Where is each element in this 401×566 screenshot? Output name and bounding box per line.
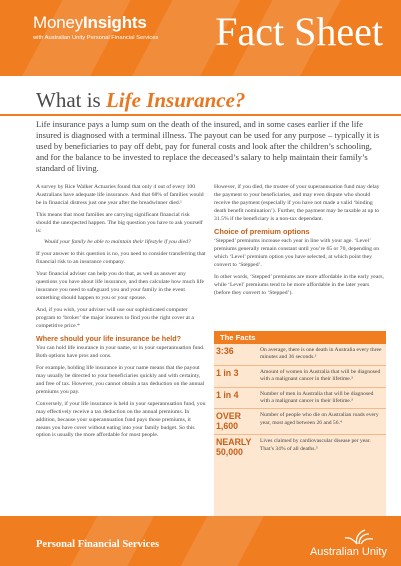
right-column	[214, 184, 386, 302]
fact-row	[214, 409, 386, 435]
paragraph: However, if you died, the trustee of your superannuation fund may delay the payment to your beneficiaries, and may even dispute who should receive the payment (especially if you have not made a valid ‘binding death benefit nomination’). Further, the payment may be taxable at up to 31.5% if the beneficiary is a non-tax dependant.	[214, 184, 380, 222]
paragraph: And, if you wish, your adviser will use our sophisticated computer program to ‘broker’ the major insurers to find you the right cover at a competitive price.*	[36, 306, 194, 329]
title-highlight: Life Insurance?	[105, 88, 246, 112]
fact-text: Number of people who die on Australian roads every year, most aged between 26 and 56.⁴	[260, 412, 379, 426]
header-banner	[0, 0, 401, 76]
left-column	[36, 184, 206, 444]
fact-text: On average, there is one death in Australia every three minutes and 36 seconds.²	[260, 347, 382, 361]
fact-number: 3:36	[216, 346, 234, 356]
facts-title: The Facts	[214, 331, 386, 344]
fact-text: Amount of women in Australia that will be diagnosed with a malignant cancer in their lifetime.³	[260, 368, 381, 383]
pull-quote: Would your family be able to maintain their lifestyle if you died?	[44, 239, 191, 246]
fact-row	[214, 435, 386, 460]
paragraph: For example, holding life insurance in your name means that the payout may usually be directed to your beneficiaries quickly and with certainty, and free of tax. However, you cannot obtain a tax deduction on the annual premiums you pay.	[36, 365, 205, 395]
brand-accent: Insights	[83, 13, 147, 32]
paragraph: If your answer to this question is no, you need to consider transferring that financial risk to an insurance company.	[36, 251, 206, 266]
section-heading: Where should your life insurance be held?	[36, 333, 181, 343]
facts-box	[214, 331, 386, 527]
brand-tagline: with Australian Unity Personal Financial Services	[33, 35, 159, 41]
intro-paragraph: Life insurance pays a lump sum on the death of the insured, and in some cases earlier if the life insured is diagnosed with a terminal illness. The payout can be used for any purpose – typically it is used by beneficiaries to pay off debt, pay for funeral costs and look after the children’s schooling, and for the balance to be invested to replace the deceased’s salary to help maintain their family’s standard of living.	[36, 119, 380, 173]
paragraph: In other words, ‘Stepped’ premiums are more affordable in the early years, while ‘Level’ premiums tend to be more affordable in the later years (before they convert to ‘Stepped’).	[214, 274, 384, 296]
banner-stripe	[165, 516, 284, 566]
doc-type-title: Fact Sheet	[215, 9, 383, 54]
fact-number: 1 in 4	[216, 389, 239, 400]
fact-row	[214, 388, 386, 410]
section-heading: Choice of premium options	[214, 226, 310, 236]
fact-number: NEARLY 50,000	[216, 437, 252, 457]
fact-number: 1 in 3	[216, 367, 239, 378]
title-prefix: What is	[36, 88, 106, 112]
fact-text: Lives claimed by cardiovascular disease per year. That’s 34% of all deaths.⁵	[260, 438, 371, 452]
paragraph: You can hold life insurance in your name, or in your superannuation fund. Both options have pros and cons.	[36, 345, 205, 360]
paragraph: ‘Stepped’ premiums increase each year in line with your age. ‘Level’ premiums generally remain constant until you’re 65 or 70, depending on which ‘Level’ premium option you have selected, at which point they convert to ‘Stepped’.	[214, 238, 380, 269]
paragraph: This means that most families are carrying significant financial risk should the unexpected happen. The big question you have to ask yourself is:	[36, 211, 203, 234]
title-divider	[0, 114, 401, 116]
footer-service-label: Personal Financial Services	[36, 539, 160, 550]
brand-main: Money	[33, 13, 84, 32]
paragraph: Conversely, if your life insurance is held in your superannuation fund, you may effectively receive a tax deduction on the annual premiums. In addition, because your superannuation fund pays those premiums, it means you have cover without eating into your family budget. So this option is usually the more affordable for most people.	[36, 400, 206, 439]
page-title	[36, 88, 245, 113]
fact-row	[214, 344, 386, 366]
paragraph: Your financial adviser can help you do that, as well as answer any questions you have about life insurance, and then calculate how much life insurance you need to safeguard you and your family in the event something should happen to you or your spouse.	[36, 271, 205, 301]
paragraph: A survey by Rice Walker Actuaries found that only 4 out of every 100 Australians have adequate life insurance. And that 68% of families would be in financial distress just one year after the breadwinner died.¹	[36, 184, 204, 206]
fact-text: Number of men in Australia that will be diagnosed with a malignant cancer in their lifetime.³	[260, 390, 374, 405]
footer-logo-text: Australian Unity	[309, 546, 387, 558]
fact-row	[214, 366, 386, 388]
brand-logo	[33, 13, 158, 41]
fact-number: OVER 1,600	[216, 411, 241, 431]
